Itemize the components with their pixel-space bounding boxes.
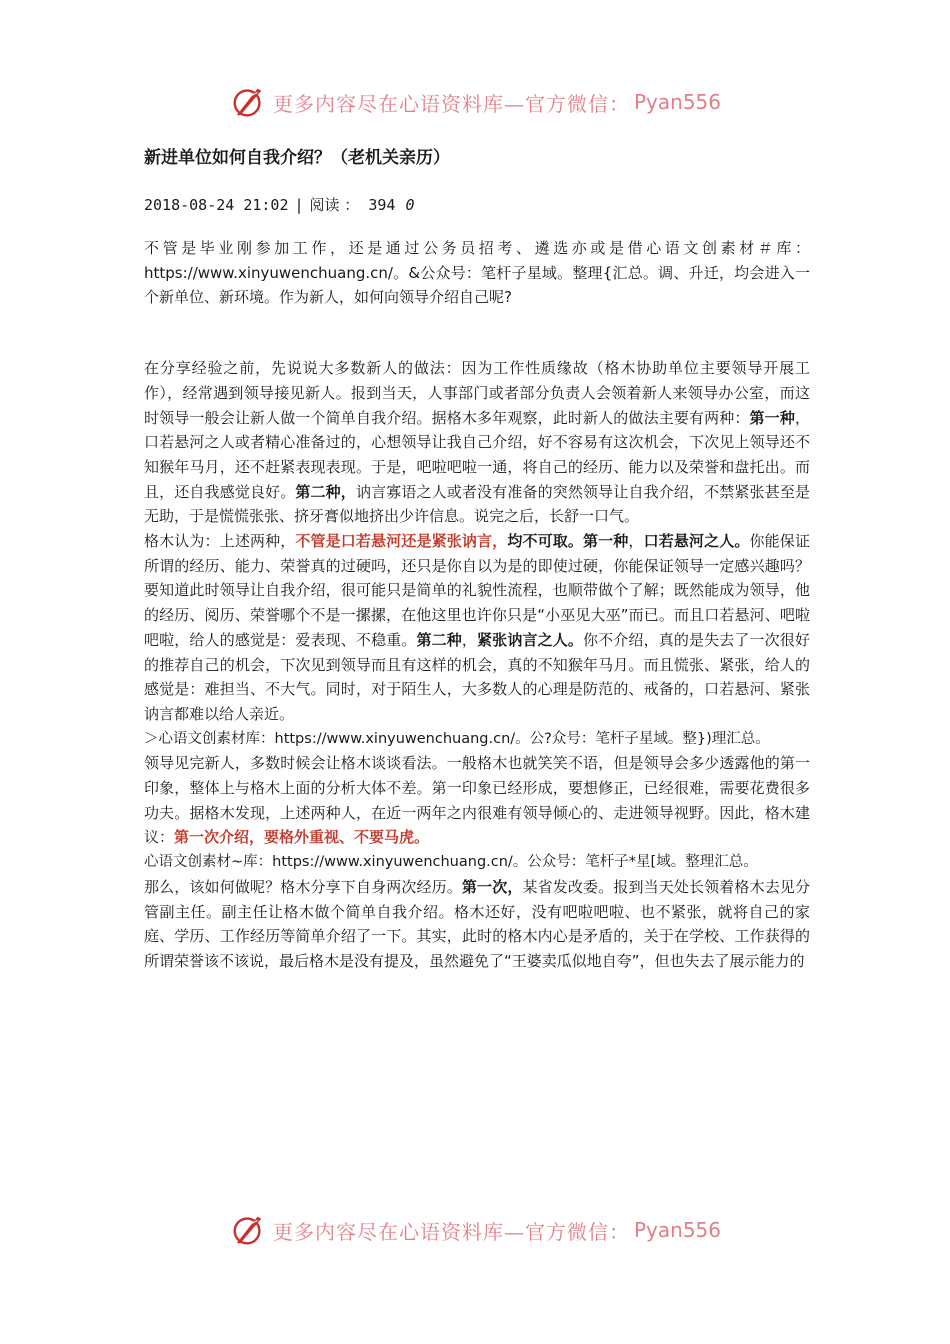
source-note-1: ＞心语文创素材库：https://www.xinyuwenchuang.cn/。公?众号：笔杆子星域。整})理汇总。 — [144, 730, 770, 747]
page-title: 新进单位如何自我介绍？（老机关亲历） — [144, 148, 450, 168]
paragraph-3: 领导见完新人，多数时候会让格木谈谈看法。一般格木也就笑笑不语，但是领导会多少透露他的第一印象，整体上与格木上面的分析大体不差。第一印象已经形成，要想修正，已经很难，需要花费很多功夫。据格木发现，上述两种人，在近一两年之内很难有领导倾心的、走进领导视野。因此，格木建议：第一次介绍，要格外重视、不要马虎。 — [144, 754, 810, 847]
banner-text: 更多内容尽在心语资料库—官方微信： — [272, 91, 630, 116]
read-count: 394 — [368, 196, 396, 214]
paragraph-1: 在分享经验之前，先说说大多数新人的做法：因为工作性质缘故（格木协助单位主要领导开展工作），经常遇到领导接见新人。报到当天，人事部门或者部分负责人会领着新人来领导办公室，而这时领导一般会让新人做一个简单自我介绍。据格木多年观察，此时新人的做法主要有两种：第一种，口若悬河之人或者精心准备过的，心想领导让我自己介绍，好不容易有这次机会，下次见上领导还不知猴年马月，还不赶紧表现表现。于是，吧啦吧啦一通，将自己的经历、能力以及荣誉和盘托出。而且，还自我感觉良好。第二种，讷言寡语之人或者没有准备的突然领导让自我介绍，不禁紧张甚至是无助，于是慌慌张张、挤牙膏似地挤出少许信息。说完之后，长舒一口气。 — [144, 359, 810, 526]
article — [144, 144, 810, 974]
banner-handle: Pyan556 — [633, 90, 721, 114]
paragraph-4: 那么，该如何做呢？格木分享下自身两次经历。第一次，某省发改委。报到当天处长领着格木去见分管副主任。副主任让格木做个简单自我介绍。格木还好，没有吧啦吧啦、也不紧张，就将自己的家庭、学历、工作经历等简单介绍了一下。其实，此时的格木内心是矛盾的，关于在学校、工作获得的所谓荣誉该不该说，最后格木是没有提及，虽然避免了“王婆卖瓜似地自夸”，但也失去了展示能力的 — [144, 877, 810, 970]
read-label: 阅读 ： — [309, 196, 360, 214]
bottom-banner — [0, 1210, 950, 1250]
banner-handle: Pyan556 — [633, 1218, 721, 1242]
paragraph-2: 格木认为：上述两种，不管是口若悬河还是紧张讷言，均不可取。第一种，口若悬河之人。你能保证所谓的经历、能力、荣誉真的过硬吗，还只是你自以为是的即使过硬，你能保证领导一定感兴趣吗？要知道此时领导让自我介绍，很可能只是简单的礼貌性流程，也顺带做个了解；既然能成为领导，他的经历、阅历、荣誉哪个不是一摞摞，在他这里也许你只是“小巫见大巫”而已。而且口若悬河、吧啦吧啦，给人的感觉是：爱表现、不稳重。第二种，紧张讷言之人。你不介绍，真的是失去了一次很好的推荐自己的机会，下次见到领导而且有这样的机会，真的不知猴年马月。而且慌张、紧张，给人的感觉是：难担当、不大气。同时，对于陌生人，大多数人的心理是防范的、戒备的，口若悬河、紧张讷言都难以给人亲近。 — [144, 532, 810, 723]
intro-paragraph: 不管是毕业刚参加工作，还是通过公务员招考、遴选亦或是借心语文创素材＃库：https://www.xinyuwenchuang.cn/。&公众号：笔杆子星域。整理{汇总。调、升迁，均会进入一个新单位、新环境。作为新人，如何向领导介绍自己呢? — [144, 239, 810, 307]
comment-count: 0 — [405, 196, 415, 214]
highlight-red: 不管是口若悬河还是紧张讷言， — [295, 532, 508, 551]
highlight-red: 第一次介绍，要格外重视、不要马虎。 — [174, 828, 430, 847]
quill-logo-icon — [229, 1211, 267, 1249]
banner-text: 更多内容尽在心语资料库—官方微信： — [272, 1219, 630, 1244]
source-note-2: 心语文创素材~库：https://www.xinyuwenchuang.cn/。公众号：笔杆子*星[域。整理汇总。 — [144, 854, 758, 871]
quill-logo-icon — [229, 83, 267, 121]
meta-separator: | — [294, 196, 304, 214]
article-meta — [144, 192, 810, 218]
top-banner — [0, 82, 950, 122]
publish-datetime: 2018-08-24 21:02 — [144, 196, 289, 214]
